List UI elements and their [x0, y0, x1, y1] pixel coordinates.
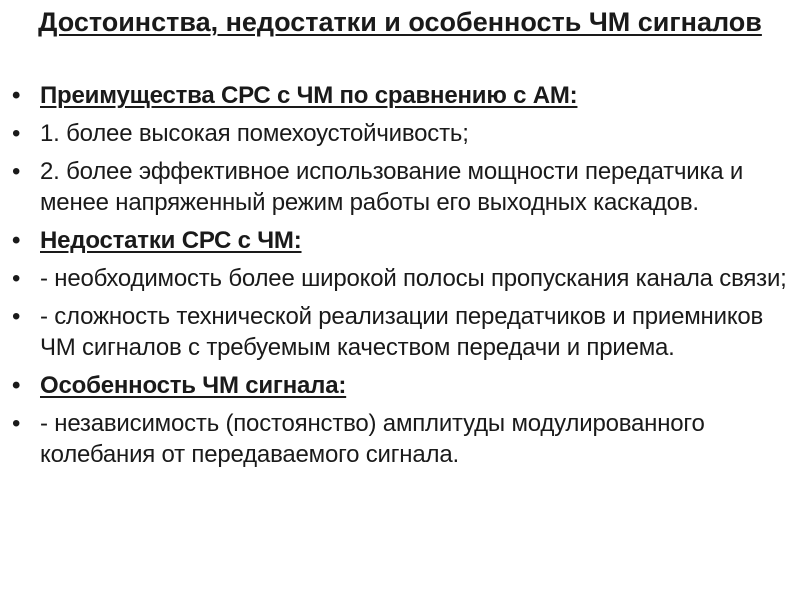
list-item-text: Особенность ЧМ сигнала:: [40, 372, 347, 399]
list-item-text: Преимущества СРС с ЧМ по сравнению с АМ:: [40, 82, 578, 109]
bullet-icon: •: [12, 158, 21, 185]
bullet-icon: •: [12, 303, 21, 330]
bullet-icon: •: [12, 372, 21, 399]
bullet-icon: •: [12, 410, 21, 437]
list-item-feature-heading: [0, 370, 800, 401]
bullet-icon: •: [12, 82, 21, 109]
list-item-text: Недостатки СРС с ЧМ:: [40, 227, 302, 254]
list-item: [0, 301, 800, 363]
list-item: [0, 263, 800, 294]
list-item-disadvantages-heading: [0, 225, 800, 256]
list-item-advantages-heading: [0, 80, 800, 111]
bullet-icon: •: [12, 120, 21, 147]
slide-title: Достоинства, недостатки и особенность ЧМ сигналов: [38, 7, 762, 37]
list-item: [0, 118, 800, 149]
list-item-text: - сложность технической реализации передатчиков и приемников ЧМ сигналов с требуемым качеством передачи и приема.: [40, 303, 764, 361]
bullet-list: [0, 80, 800, 477]
list-item: [0, 156, 800, 218]
list-item-text: 2. более эффективное использование мощности передатчика и менее напряженный режим работы его выходных каскадов.: [40, 158, 744, 216]
bullet-icon: •: [12, 265, 21, 292]
list-item: [0, 408, 800, 470]
list-item-text: - независимость (постоянство) амплитуды модулированного колебания от передаваемого сигнала.: [40, 410, 705, 468]
list-item-text: - необходимость более широкой полосы пропускания канала связи;: [40, 265, 787, 292]
list-item-text: 1. более высокая помехоустойчивость;: [40, 120, 469, 147]
bullet-icon: •: [12, 227, 21, 254]
